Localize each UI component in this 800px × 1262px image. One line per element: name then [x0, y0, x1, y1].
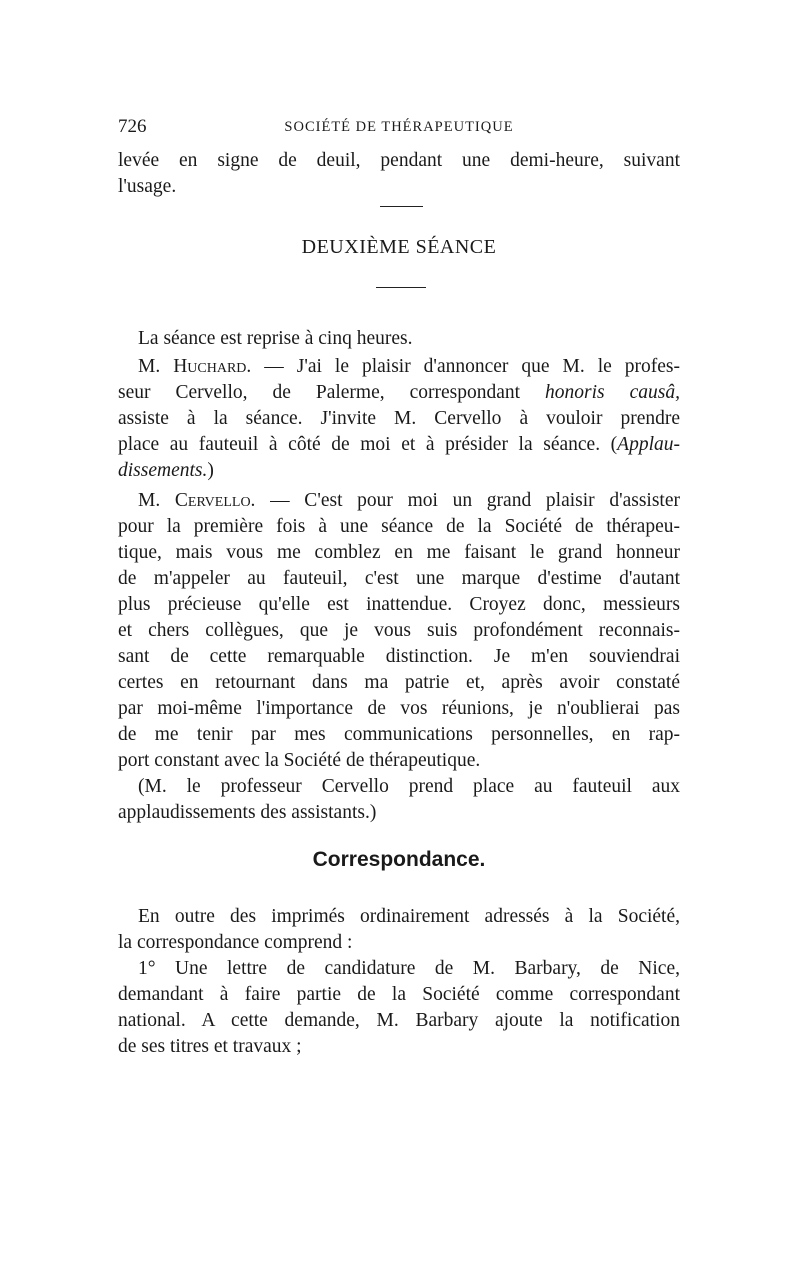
- text-line: par moi-même l'importance de vos réunions, je n'oublierai pas: [118, 698, 680, 719]
- text-line: et chers collègues, que je vous suis profondément reconnais-: [118, 620, 680, 641]
- text-line: assiste à la séance. J'invite M. Cervello à vouloir prendre: [118, 408, 680, 429]
- text-line: M. Huchard. — J'ai le plaisir d'annoncer que M. le profes-: [138, 356, 680, 377]
- section-rule: [380, 206, 423, 207]
- text-line: (M. le professeur Cervello prend place au fauteuil aux: [138, 776, 680, 797]
- text-line: plus précieuse qu'elle est inattendue. Croyez donc, messieurs: [118, 594, 680, 615]
- text-line: tique, mais vous me comblez en me faisant le grand honneur: [118, 542, 680, 563]
- text-line: la correspondance comprend :: [118, 932, 353, 953]
- page-number: 726: [118, 116, 147, 137]
- text-line: l'usage.: [118, 176, 177, 197]
- speaker-name: M. Huchard.: [138, 356, 252, 377]
- section-rule: [376, 287, 426, 288]
- text-line: levée en signe de deuil, pendant une demi-heure, suivant: [118, 150, 680, 171]
- correspondance-heading: Correspondance.: [312, 848, 486, 871]
- text-line: de ses titres et travaux ;: [118, 1036, 302, 1057]
- text-line: de me tenir par mes communications personnelles, en rap-: [118, 724, 680, 745]
- text-line: port constant avec la Société de thérapeutique.: [118, 750, 481, 771]
- text-line: sant de cette remarquable distinction. Je m'en souviendrai: [118, 646, 680, 667]
- text-line: demandant à faire partie de la Société comme correspondant: [118, 984, 680, 1005]
- page-header: [118, 116, 680, 142]
- text-line: national. A cette demande, M. Barbary ajoute la notification: [118, 1010, 680, 1031]
- text-line: La séance est reprise à cinq heures.: [138, 328, 413, 349]
- text-line: 1° Une lettre de candidature de M. Barbary, de Nice,: [138, 958, 680, 979]
- text-line: pour la première fois à une séance de la Société de thérapeu-: [118, 516, 680, 537]
- seance-title: DEUXIÈME SÉANCE: [301, 236, 497, 258]
- text-line: M. Cervello. — C'est pour moi un grand plaisir d'assister: [138, 490, 680, 511]
- text-line: applaudissements des assistants.): [118, 802, 377, 823]
- text-line: dissements.): [118, 460, 214, 481]
- speaker-name: M. Cervello.: [138, 490, 256, 511]
- text-line: En outre des imprimés ordinairement adressés à la Société,: [138, 906, 680, 927]
- text-line: place au fauteuil à côté de moi et à présider la séance. (Applau-: [118, 434, 680, 455]
- text-line: de m'appeler au fauteuil, c'est une marque d'estime d'autant: [118, 568, 680, 589]
- text-line: seur Cervello, de Palerme, correspondant honoris causâ,: [118, 382, 680, 403]
- text-line: certes en retournant dans ma patrie et, après avoir constaté: [118, 672, 680, 693]
- running-head: SOCIÉTÉ DE THÉRAPEUTIQUE: [284, 119, 514, 135]
